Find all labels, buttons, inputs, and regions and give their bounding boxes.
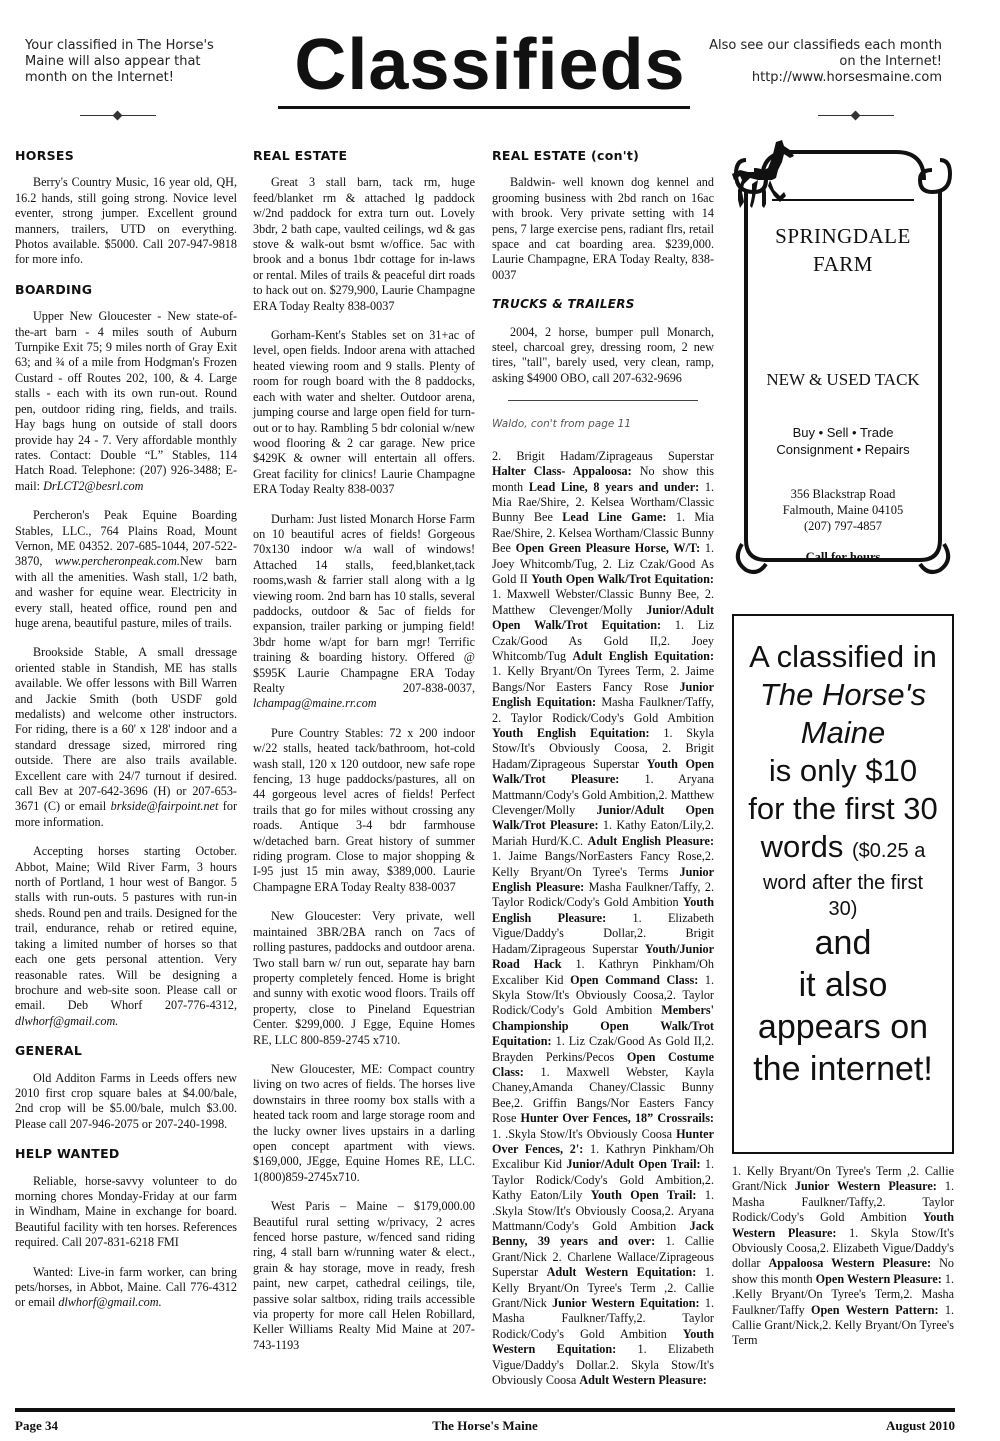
address-line: Falmouth, Maine 04105 bbox=[782, 503, 904, 517]
classified-ad: West Paris – Maine – $179,000.00 Beautiful rural setting w/privacy, 2 acres fenced horse pasture, w/fenced sand riding ring, 4 stall barn w/running water & elect., grain & hay storage, move in ready, fresh paint, new carpet, cathedral ceilings, tile, passive solar saltbox, riding trails accessible via property for more call Helen Robillard, Keller Williams Realty Mid Maine at 207-743-1193 bbox=[253, 1199, 475, 1352]
class-name: Hunter Over Fences, 2': bbox=[492, 1126, 714, 1156]
continued-note: Waldo, con't from page 11 bbox=[492, 418, 632, 431]
class-name: Lead Line, 8 years and under: bbox=[528, 479, 700, 494]
ad-text: Brookside Stable, A small dressage oriented stable in Standish, ME has stalls available. We offer lessons with Bill Warren and Jackie Smith (both USDF gold medalists) and welcome other instructors. For riding, there is a 60' x 128' indoor and a standard dressage sized, mirrored ring outside. There are also trails available. Excellent care with 24/7 turnout if desired. call Bev at 207-642-3696 (H) or 207-653-3671 (C) or email bbox=[15, 645, 237, 814]
section-heading-horses: HORSES bbox=[15, 148, 75, 163]
class-name: Open Green Pleasure Horse, W/T: bbox=[515, 541, 701, 556]
services-list bbox=[732, 424, 954, 458]
page-footer bbox=[15, 1408, 955, 1433]
class-name: Junior/Adult Open Walk/Trot Equitation: bbox=[492, 602, 715, 633]
promo-line: for the first 30 bbox=[748, 791, 938, 826]
address-line: 356 Blackstrap Road bbox=[790, 487, 896, 501]
promo-line: the internet! bbox=[753, 1050, 933, 1088]
tack-label: NEW & USED TACK bbox=[766, 370, 920, 389]
ad-text: Wanted: Live-in farm worker, can bring pets/horses, in Abbot, Maine. Call 776-4312 or email bbox=[15, 1264, 237, 1310]
class-name: Appaloosa Western Pleasure: bbox=[768, 1256, 932, 1271]
result-text: 1. Maxwell Webster, Kayla Chaney,Amanda Chaney/Classic Bunny Bee,2. Griffin Bangs/Nor Easters Fancy Rose bbox=[492, 1064, 715, 1126]
page-title: Classifieds bbox=[294, 25, 686, 105]
page-number: Page 34 bbox=[15, 1418, 58, 1433]
promo-line bbox=[738, 828, 948, 870]
issue-date: August 2010 bbox=[886, 1418, 955, 1433]
column-2 bbox=[253, 140, 475, 1367]
result-text: 1. .Kelly Bryant/On Tyree's Term,2. Masha Faulkner/Taffy bbox=[732, 1271, 955, 1317]
promo-line: and bbox=[814, 924, 872, 962]
column-3 bbox=[492, 140, 714, 1388]
column-divider bbox=[508, 400, 698, 401]
result-text: 1. Mia Rae/Shire, 2. Kelsea Wortham/Classic Bunny Bee bbox=[492, 479, 715, 525]
result-text: 1. Taylor Rodick/Cody's Gold Ambition,2. Kathy Eaton/Lily bbox=[492, 1157, 715, 1203]
classified-ad: New Gloucester, ME: Compact country living on two acres of fields. The horses live downstairs in three roomy box stalls with a heated tack room and large storage room and the lucky owner lives upstairs in a darling open concept apartment with views. $169,000, JEgge, Equine Homes RE, LLC. 1(800)859-2745x710. bbox=[253, 1061, 475, 1184]
ad-text: Accepting horses starting October. Abbot, Maine; Wild River Farm, 3 hours north of Portland, 1 hour west of Bangor. 5 stalls with run-outs. 5 pastures with run-in sheds. Round pen and trails. Designed for the trail, endurance, rehab or retired equine, taking a limited number of horses so that each one gets personal attention. Very reasonable rates. Will be designing a brochure and web-site soon. Please call or email. Deb Whorf 207-776-4312, bbox=[15, 844, 237, 1013]
classified-promo-box bbox=[732, 614, 954, 1154]
result-text: 1. Callie Grant/Nick 2. Charlene Wallace/Zipragеous Superstar bbox=[492, 1234, 715, 1280]
class-name: Junior Western Pleasure: bbox=[794, 1179, 937, 1194]
result-text: 1. Callie Grant/Nick,2. Kelly Bryant/On Tyree's Term bbox=[732, 1302, 955, 1348]
classified-ad bbox=[15, 844, 237, 1029]
class-name: Jack Benny, 39 years and over: bbox=[492, 1219, 714, 1249]
class-name: Youth Open Trail: bbox=[590, 1188, 697, 1203]
column-1 bbox=[15, 140, 237, 1325]
class-name: Open Western Pleasure: bbox=[815, 1271, 942, 1286]
promo-line: word after the first bbox=[762, 872, 924, 894]
email-link[interactable]: lchampag@maine.rr.com bbox=[253, 696, 377, 711]
result-text: 1. Maxwell Webster/Classic Bunny Bee, 2. Matthew Clevenger/Molly bbox=[492, 587, 714, 617]
class-name: Junior Western Equitation: bbox=[552, 1296, 700, 1311]
promo-line: is only $10 bbox=[768, 753, 918, 788]
ornament-divider-left bbox=[80, 112, 156, 120]
phone-number: (207) 797-4857 bbox=[803, 519, 883, 533]
classified-ad bbox=[15, 1265, 237, 1311]
classified-ad bbox=[15, 645, 237, 830]
result-text: 1. Elizabeth Vigue/Daddy's Dollar.2. Skyla Stow/It's Obviously Coosa bbox=[492, 1342, 715, 1388]
promo-word: ($0.25 a bbox=[851, 840, 926, 862]
show-results bbox=[492, 449, 714, 1389]
result-text: 2. Brigit Hadam/Zipragеaus Superstar bbox=[492, 448, 714, 463]
class-name: Youth Western Pleasure: bbox=[732, 1210, 954, 1240]
result-text: 1. Skyla Stow/It's Obviously Coosa, 2. Brigit Hadam/Zipragеous Superstar bbox=[492, 726, 715, 771]
class-name: Halter Class- Appaloosa: bbox=[492, 464, 632, 479]
class-name: Youth Open Walk/Trot Pleasure: bbox=[492, 756, 715, 787]
website-link[interactable]: www.percheronpeak.com. bbox=[54, 554, 180, 569]
ad-text: Durham: Just listed Monarch Horse Farm on 10 beautiful acres of fields! Gorgeous 70x130 indoor w/a wall of windows! Attached 14 stalls, feed,blanket,tack rooms,wash & farrier stall along with a lg viewing room. 2nd barn has 10 stalls, several paddocks, outdoor & 5ac of fields for expansion, trailer parking or jumping field! 3bdr home w/apt for barn mgr! Terrific training & boarding history. Offered @ $595K Laurie Champagne ERA Today Realty 207-838-0037, bbox=[253, 511, 475, 695]
masthead-rule bbox=[278, 106, 690, 109]
section-heading-trucks-trailers: TRUCKS & TRAILERS bbox=[492, 297, 635, 312]
class-name: Youth English Equitation: bbox=[492, 726, 650, 740]
farm-name-line: FARM bbox=[813, 252, 873, 276]
springdale-farm-name bbox=[732, 222, 954, 278]
classified-ad: Baldwin- well known dog kennel and grooming business with 2bd ranch on 16ac with brook. Very private setting with 14 pens, 7 large exercise pens, radiant flrs, retail space and cat boarding area. $239,000. Laurie Champagne, ERA Today Realty, 838-0037 bbox=[492, 175, 714, 282]
promo-word: words bbox=[760, 829, 844, 864]
classified-ad bbox=[15, 309, 237, 494]
result-text: 1. Liz Czak/Good As Gold II,2. Joey Whitcomb/Tug bbox=[492, 618, 714, 663]
class-name: Open Costume Class: bbox=[492, 1049, 715, 1079]
class-name: Junior English Equitation: bbox=[492, 679, 714, 710]
result-text: 1. Kelly Bryant/On Tyrees Term, 2. Jaime Bangs/Nor Easters Fancy Rose bbox=[492, 664, 714, 694]
ornament-divider-right bbox=[818, 112, 894, 120]
class-name: Open Western Pattern: bbox=[811, 1302, 939, 1317]
email-link[interactable]: dlwhorf@gmail.com. bbox=[15, 1013, 119, 1028]
promo-line: The Horse's bbox=[759, 677, 927, 712]
result-text: 1. Masha Faulkner/Taffy,2. Taylor Rodick/Cody's Gold Ambition bbox=[492, 1296, 714, 1341]
farm-address bbox=[732, 486, 954, 534]
class-name: Youth Western Equitation: bbox=[492, 1326, 714, 1357]
classified-ad: Reliable, horse-savvy volunteer to do morning chores Monday-Friday at our farm in Windham, Maine in exchange for board. Beautiful facility with ten horses. References required. Call 207-831-6218 FMI bbox=[15, 1173, 237, 1250]
class-name: Adult Western Equitation: bbox=[546, 1265, 697, 1280]
column-4 bbox=[732, 140, 954, 1349]
ad-text: Upper New Gloucester - New state-of-the-art barn - 4 miles south of Auburn Turnpike Exit 75; 9 miles north of Gray Exit 63; and ¾ of a mile from Hodgman's Frozen Custard - off Routes 202, 100, & 4. Large stalls - each with its own run-out. Round pen, outdoor riding ring, fields, and trails. Hay bags hung on outside of stall doors provide hay 24 - 7. Very affordable monthly rates. Contact: Double “L” Stables, 114 Hatch Road. Telephone: (207) 926-3488; E-mail: bbox=[15, 309, 237, 493]
springdale-farm-ad bbox=[732, 140, 954, 600]
result-text: 1. Elizabeth Vigue/Daddy's Dollar,2. Brigit Hadam/Zipragеous Superstar bbox=[492, 910, 714, 956]
result-text: 1. Kathryn Pinkham/Oh Excaliber Kid bbox=[492, 957, 715, 987]
class-name: Junior/Adult Open Trail: bbox=[566, 1157, 701, 1172]
result-text: 1. Jaime Bangs/NorEasters Fancy Rose,2. Kelly Bryant/On Tyree's Terms bbox=[492, 849, 714, 879]
promo-line: 30) bbox=[828, 898, 858, 920]
email-link[interactable]: DrLCT2@besrl.com bbox=[43, 478, 144, 493]
class-name: Junior English Pleasure: bbox=[492, 864, 715, 895]
result-text: No show this month bbox=[732, 1256, 954, 1286]
promo-line: appears on bbox=[757, 1008, 929, 1046]
classified-ad: Gorham-Kent's Stables set on 31+ac of level, open fields. Indoor arena with attached heated viewing room and 9 stalls. Plenty of room for rough board with the 8 paddocks, each with water and shelter. Outdoor arena, jumping course and large open field for turn-out or to hay. Rambling 5 bdr colonial w/new wood flooring & 2 car garage. New price $429K & owner will entertain all offers. Great facility for clinics! Laurie Champagne ERA Today Realty 838-0037 bbox=[253, 328, 475, 497]
class-name: Adult English Pleasure: bbox=[587, 833, 715, 848]
class-name: Adult English Equitation: bbox=[572, 648, 714, 663]
class-name: Youth/Junior Road Hack bbox=[492, 941, 714, 972]
ad-text: New barn with all the amenities. Wash stall, 1/2 bath, and washer for equine wear. Electricity in every stall, heated office, round pen and huge arena, beautiful pasture, miles of trails. bbox=[15, 554, 237, 630]
result-text: Masha Faulkner/Taffy, 2. Taylor Rodick/Cody's Gold Ambition bbox=[492, 880, 715, 910]
class-name: Hunter Over Fences, 18” Crossrails: bbox=[520, 1111, 714, 1126]
email-link[interactable]: dlwhorf@gmail.com. bbox=[58, 1295, 162, 1310]
classified-ad: Berry's Country Music, 16 year old, QH, 16.2 hands, still going strong. Novice level eventer, strong jumper. Excellent ground manners, trailers, UTD on everything. Photos available. $5000. Call 207-947-9818 for more info. bbox=[15, 175, 237, 267]
class-name: Lead Line Game: bbox=[562, 510, 667, 525]
publication-name: The Horse's Maine bbox=[432, 1418, 538, 1433]
promo-line: it also bbox=[798, 966, 888, 1004]
services-line: Buy • Sell • Trade bbox=[792, 425, 894, 440]
class-name: Members' Championship Open Walk/Trot Equitation: bbox=[492, 1003, 714, 1049]
header-left-note: Your classified in The Horse's Maine will also appear that month on the Internet! bbox=[25, 38, 214, 85]
result-text: 1. Kelly Bryant/On Tyree's Term ,2. Callie Grant/Nick bbox=[732, 1164, 954, 1194]
classified-ad: New Gloucester: Very private, well maintained 3BR/2BA ranch on 7acs of rolling pastures, paddocks and outdoor arena. Two stall barn w/ run out, separate hay barn property completely fenced. Home is bright and sunny with exotic wood floors. Trails off property, close to Pineland Equestrian Center. $299,000. J Egge, Equine Homes RE, LLC 800-859-2745 x710. bbox=[253, 909, 475, 1047]
classified-ad: Old Additon Farms in Leeds offers new 2010 first crop square bales at $4.00/bale, 2nd crop will be $5.00/bale, mulch $3.00. Please call 207-946-2075 or 207-240-1998. bbox=[15, 1070, 237, 1131]
classified-ad: Great 3 stall barn, tack rm, huge feed/blanket rm & attached lg paddock w/2nd paddock for extra turn out. Lovely 3bdr, 2 bath cape, vaulted ceilings, wd & gas stove & walk-out bsmt w/office. 5ac with brook and a bonus 1bdr cottage for in-laws or rental. Miles of trails & peaceful dirt roads to hack out on. $279,900, Laurie Champagne ERA Today Realty 838-0037 bbox=[253, 175, 475, 313]
result-text: 1. Kathy Eaton/Lily,2. Mariah Hurd/K.C. bbox=[492, 818, 714, 848]
section-heading-general: GENERAL bbox=[15, 1043, 83, 1059]
header-right-note bbox=[702, 38, 942, 86]
result-text: 1. Joey Whitcomb/Tug, 2. Liz Czak/Good As Gold II bbox=[492, 541, 715, 586]
result-text: 1. Skyla Stow/It's Obviously Coosa,2. Elizabeth Vigue/Daddy's dollar bbox=[732, 1225, 955, 1271]
classified-ad bbox=[15, 508, 237, 631]
section-heading-real-estate: REAL ESTATE bbox=[253, 148, 348, 163]
class-name: Youth Open Walk/Trot Equitation: bbox=[531, 571, 714, 586]
promo-line: Maine bbox=[800, 715, 886, 750]
call-for-hours: Call for hours bbox=[805, 550, 881, 564]
header-right-text: Also see our classifieds each month on the Internet! bbox=[709, 38, 942, 69]
result-text: 1. Masha Faulkner/Taffy,2. Taylor Rodick/Cody's Gold Ambition bbox=[732, 1179, 955, 1225]
result-text: 1. Liz Czak/Good As Gold II,2. Brayden Perkins/Pecos bbox=[492, 1034, 714, 1064]
promo-line: A classified in bbox=[749, 639, 937, 674]
ad-text: Percheron's Peak Equine Boarding Stables, LLC., 764 Plains Road, Mount Vernon, ME 04352. 207-685-1044, 207-522-3870, bbox=[15, 508, 237, 569]
classified-ad: Pure Country Stables: 72 x 200 indoor w/22 stalls, heated tack/bathroom, hot-cold wash stall, 120 x 120 outdoor, new safe rope fencing, 13 huge paddocks/pastures, all on 44 gorgeous level acres of fields! Perfect trails that go for miles without crossing any roads. Antique 3-4 bdr farmhouse w/detached barn. Great history of summer riding program. Close to major shopping & I-95 just 15 min away, $389,000. Laurie Champagne ERA Today Realty 838-0037 bbox=[253, 725, 475, 894]
result-text: No show this month bbox=[492, 464, 714, 494]
section-heading-real-estate-cont: REAL ESTATE (con't) bbox=[492, 148, 640, 163]
class-name: Open Command Class: bbox=[570, 972, 699, 987]
result-text: 1. Skyla Stow/It's Obviously Coosa,2. Taylor Rodick/Cody's Gold Ambition bbox=[492, 972, 715, 1018]
result-text: 1. Kelly Bryant/On Tyree's Term ,2. Callie Grant/Nick bbox=[492, 1265, 714, 1311]
class-name: Adult Western Pleasure: bbox=[579, 1373, 707, 1388]
result-text: 1. Mia Rae/Shire, 2. Kelsea Wortham/Classic Bunny Bee bbox=[492, 510, 715, 556]
horse-icon bbox=[732, 140, 798, 210]
show-results bbox=[732, 1164, 954, 1349]
section-heading-help-wanted: HELP WANTED bbox=[15, 1146, 120, 1162]
farm-name-line: SPRINGDALE bbox=[775, 224, 911, 248]
classified-ad: 2004, 2 horse, bumper pull Monarch, steel, charcoal grey, dressing room, 2 new tires, "tall", barely used, very clean, ramp, asking $4900 OBO, call 207-632-9696 bbox=[492, 324, 714, 385]
email-link[interactable]: brkside@fairpoint.net bbox=[110, 799, 219, 814]
classified-ad bbox=[253, 512, 475, 712]
class-name: Youth English Pleasure: bbox=[492, 895, 715, 925]
section-heading-boarding: BOARDING bbox=[15, 281, 93, 297]
result-text: 1. .Skyla Stow/It's Obviously Coosa,2. Aryana Mattmann/Cody's Gold Ambition bbox=[492, 1188, 714, 1233]
header-url-link[interactable]: http://www.horsesmaine.com bbox=[751, 70, 942, 85]
ad-text: for more information. bbox=[15, 799, 238, 829]
result-text: Masha Faulkner/Taffy, 2. Taylor Rodick/Cody's Gold Ambition bbox=[492, 695, 714, 725]
services-line: Consignment • Repairs bbox=[776, 442, 910, 457]
result-text: 1. Kathryn Pinkham/Oh Excalibur Kid bbox=[492, 1141, 714, 1172]
class-name: Junior/Adult Open Walk/Trot Pleasure: bbox=[492, 803, 714, 833]
result-text: 1. Aryana Mattmann/Cody's Gold Ambition,2. Matthew Clevenger/Molly bbox=[492, 772, 714, 818]
result-text: 1. .Skyla Stow/It's Obviously Coosa bbox=[492, 1126, 673, 1141]
